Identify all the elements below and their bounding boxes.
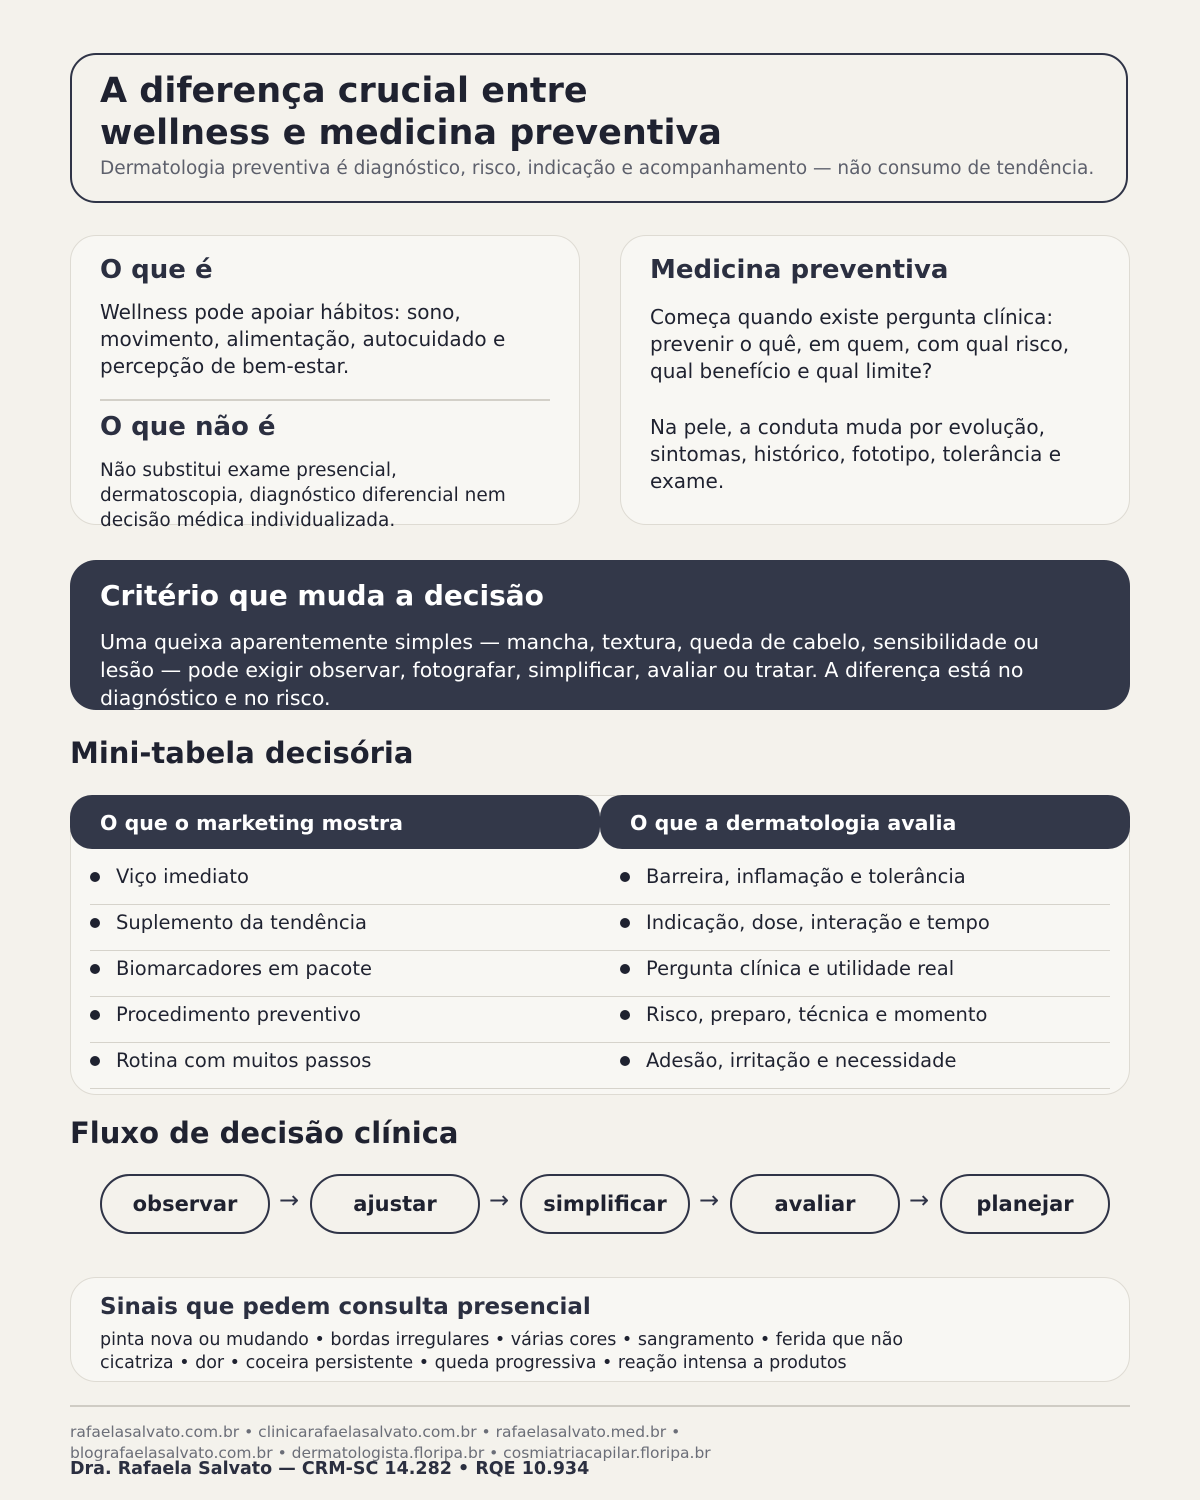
table-row-divider: [90, 996, 1110, 997]
footer-links: rafaelasalvato.com.br • clinicarafaelasalvato.com.br • rafaelasalvato.med.br • blografaelasalvato.com.br • dermatologista.floripa.br • cosmiatriacapilar.floripa.br: [70, 1423, 711, 1462]
what-it-is-not-heading: O que não é: [100, 412, 276, 442]
table-section-title: Mini-tabela decisória: [70, 736, 414, 770]
table-cell-right: Indicação, dose, interação e tempo: [646, 911, 990, 934]
bullet-icon: [90, 964, 100, 974]
bullet-icon: [620, 918, 630, 928]
flow-section-title: Fluxo de decisão clínica: [70, 1116, 459, 1150]
table-row-divider: [90, 904, 1110, 905]
page-title-line-1: A diferença crucial entre: [100, 71, 588, 111]
page-subtitle: Dermatologia preventiva é diagnóstico, risco, indicação e acompanhamento — não consumo de tendência.: [100, 158, 1095, 179]
table-row-divider: [90, 1042, 1110, 1043]
table-row-divider: [90, 1088, 1110, 1089]
table-cell-right: Adesão, irritação e necessidade: [646, 1049, 957, 1072]
card-divider: [100, 399, 550, 401]
flow-step-2: ajustar: [310, 1174, 480, 1234]
page-title-line-2: wellness e medicina preventiva: [100, 113, 722, 153]
footer-divider: [70, 1405, 1130, 1407]
preventive-medicine-text-2: Na pele, a conduta muda por evolução, sintomas, histórico, fototipo, tolerância e exame.: [650, 415, 1062, 493]
bullet-icon: [90, 1056, 100, 1066]
bullet-icon: [90, 918, 100, 928]
table-cell-right: Pergunta clínica e utilidade real: [646, 957, 955, 980]
table-header-marketing: O que o marketing mostra: [70, 795, 600, 849]
signs-title: Sinais que pedem consulta presencial: [100, 1294, 591, 1320]
flow-step-1: observar: [100, 1174, 270, 1234]
table-cell-left: Procedimento preventivo: [116, 1003, 361, 1026]
arrow-right-icon: →: [699, 1186, 720, 1214]
bullet-icon: [620, 1010, 630, 1020]
table-cell-left: Rotina com muitos passos: [116, 1049, 372, 1072]
footer-credit: Dra. Rafaela Salvato — CRM-SC 14.282 • RQE 10.934: [70, 1459, 590, 1479]
table-header-dermatology: O que a dermatologia avalia: [600, 795, 1130, 849]
table-cell-left: Biomarcadores em pacote: [116, 957, 372, 980]
table-cell-right: Risco, preparo, técnica e momento: [646, 1003, 988, 1026]
bullet-icon: [620, 872, 630, 882]
criterion-text: Uma queixa aparentemente simples — mancha, textura, queda de cabelo, sensibilidade ou lesão — pode exigir observar, fotografar, simplificar, avaliar ou tratar. A diferença está no diagnóstico e no risco.: [100, 630, 1040, 710]
criterion-title: Critério que muda a decisão: [100, 579, 544, 612]
preventive-medicine-heading: Medicina preventiva: [650, 255, 949, 285]
what-it-is-not-text: Não substitui exame presencial, dermatoscopia, diagnóstico diferencial nem decisão médica individualizada.: [100, 460, 506, 531]
table-cell-right: Barreira, inflamação e tolerância: [646, 865, 966, 888]
flow-step-4: avaliar: [730, 1174, 900, 1234]
flow-step-5: planejar: [940, 1174, 1110, 1234]
what-it-is-text: Wellness pode apoiar hábitos: sono, movimento, alimentação, autocuidado e percepção de bem-estar.: [100, 300, 506, 378]
table-row-divider: [90, 950, 1110, 951]
table-cell-left: Suplemento da tendência: [116, 911, 368, 934]
preventive-medicine-text-1: Começa quando existe pergunta clínica: prevenir o quê, em quem, com qual risco, qual benefício e qual limite?: [650, 305, 1070, 383]
flow-step-3: simplificar: [520, 1174, 690, 1234]
arrow-right-icon: →: [909, 1186, 930, 1214]
bullet-icon: [620, 964, 630, 974]
table-cell-left: Viço imediato: [116, 865, 249, 888]
bullet-icon: [620, 1056, 630, 1066]
bullet-icon: [90, 1010, 100, 1020]
what-it-is-heading: O que é: [100, 255, 213, 285]
arrow-right-icon: →: [489, 1186, 510, 1214]
arrow-right-icon: →: [279, 1186, 300, 1214]
signs-text: pinta nova ou mudando • bordas irregulares • várias cores • sangramento • ferida que não cicatriza • dor • coceira persistente • queda progressiva • reação intensa a produtos: [100, 1330, 904, 1373]
bullet-icon: [90, 872, 100, 882]
